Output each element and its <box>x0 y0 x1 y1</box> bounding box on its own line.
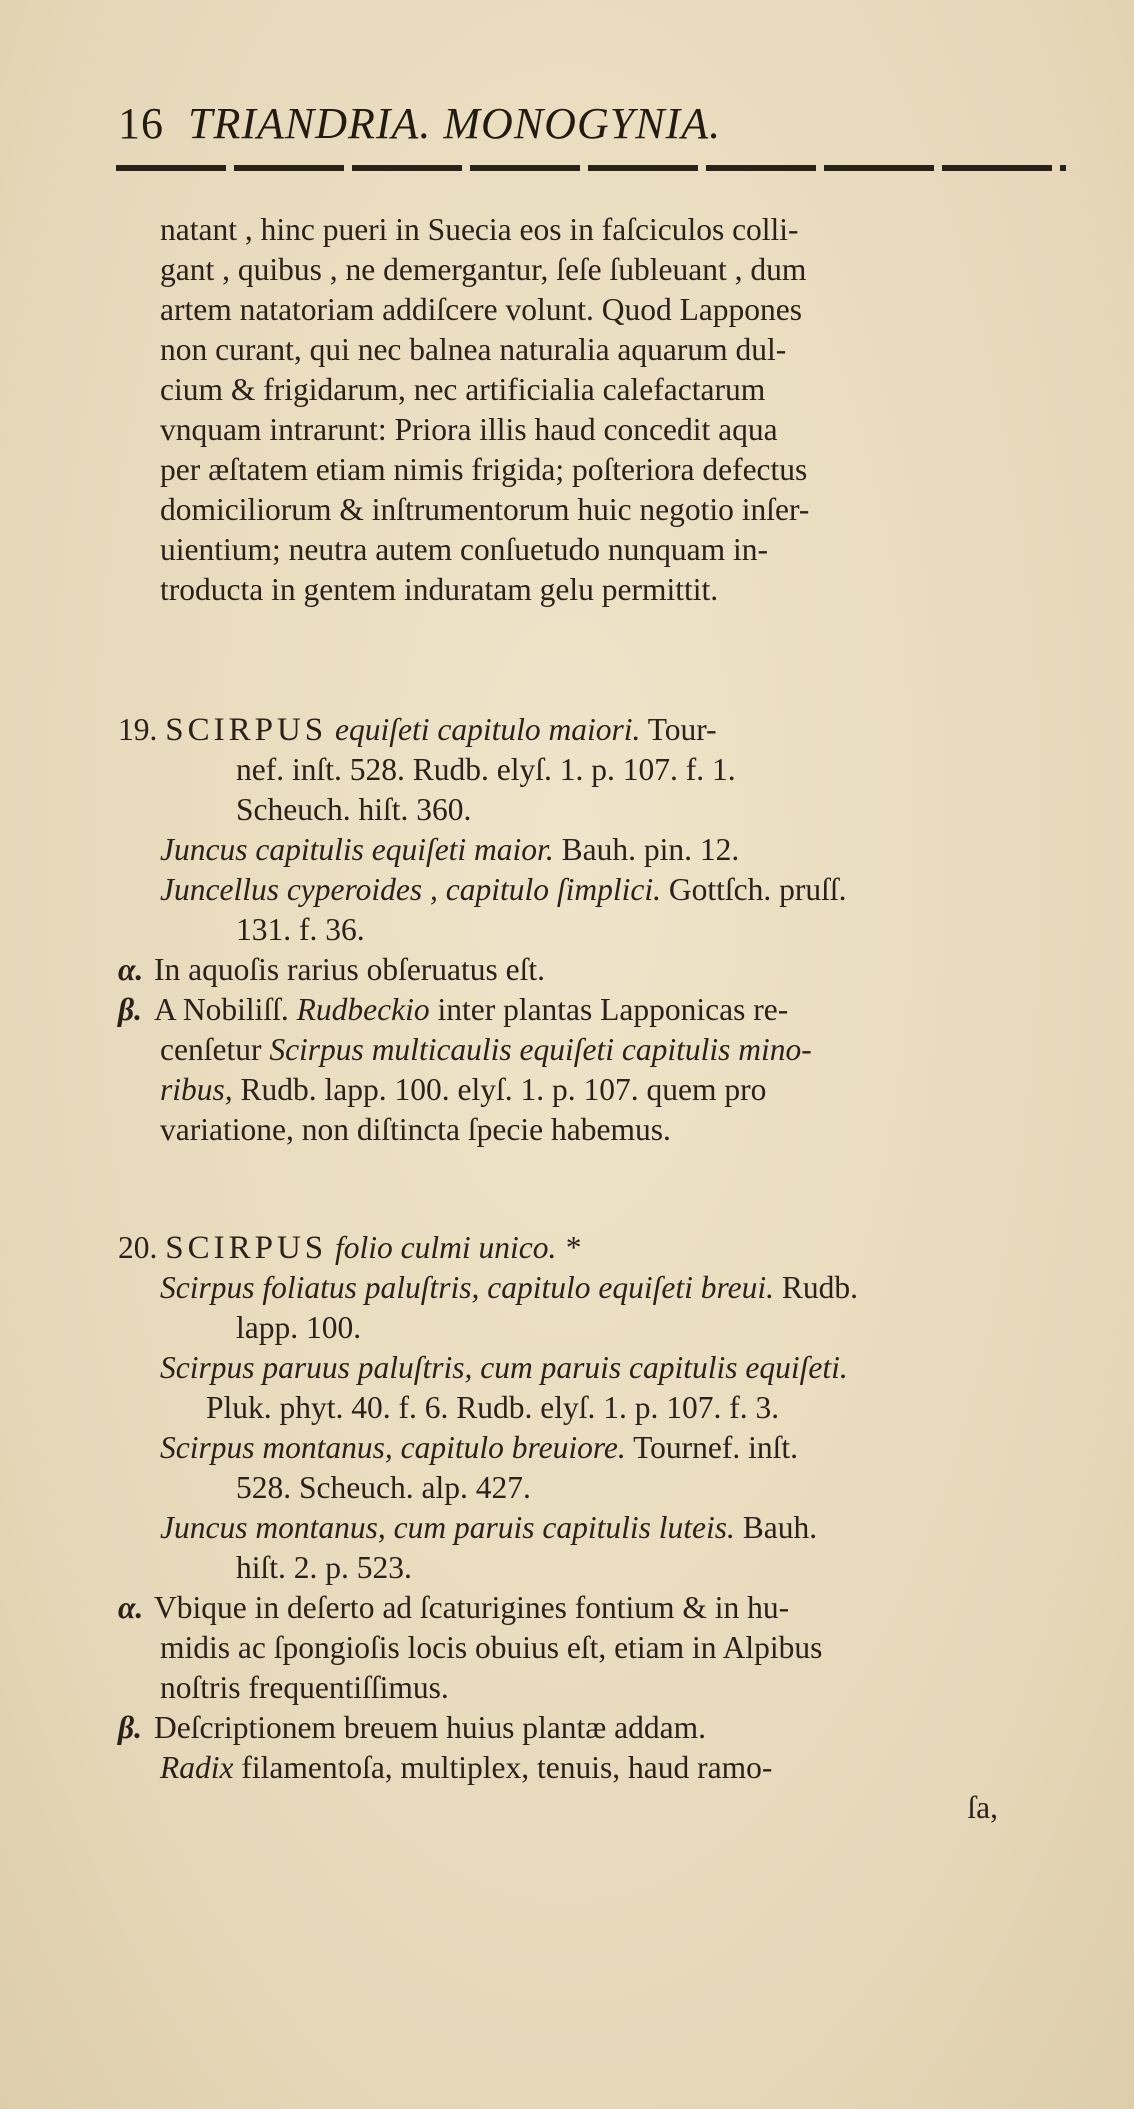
page-number: 16 <box>118 99 164 148</box>
text-line: troducta in gentem induratam gelu permittit. <box>160 572 719 607</box>
note-line <box>118 1030 1078 1070</box>
author-name: Rudbeckio <box>296 992 430 1027</box>
beta-mark: β. <box>118 1710 143 1745</box>
term: Radix <box>160 1750 234 1785</box>
spacer <box>118 1150 1078 1228</box>
note-text: In aquoſis rarius obſeruatus eſt. <box>154 952 546 987</box>
entry-number: 19. <box>118 712 158 747</box>
text-line: natant , hinc pueri in Suecia eos in faſciculos colli- <box>160 212 799 247</box>
running-header <box>118 98 721 149</box>
synonym-name: Juncus montanus, cum paruis capitulis luteis. <box>160 1510 735 1545</box>
synonym-line <box>118 1268 1078 1308</box>
text-line: vnquam intrarunt: Priora illis haud concedit aqua <box>160 412 778 447</box>
beta-mark: β. <box>118 992 143 1027</box>
paragraph-continued <box>118 210 1078 610</box>
synonym-ref: Gottſch. pruſſ. <box>668 872 847 907</box>
genus-name: SCIRPUS <box>165 1230 328 1266</box>
note-line: midis ac ſpongioſis locis obuius eſt, etiam in Alpibus <box>160 1630 823 1665</box>
text-line: artem natatoriam addiſcere volunt. Quod Lappones <box>160 292 803 327</box>
note-alpha <box>118 1588 1078 1628</box>
reference-line: nef. inſt. 528. Rudb. elyſ. 1. p. 107. f. 1. <box>236 752 736 787</box>
reference-line: Scheuch. hiſt. 360. <box>236 792 472 827</box>
note-text: Deſcriptionem breuem huius plantæ addam. <box>154 1710 706 1745</box>
synonym-line <box>118 1348 1078 1388</box>
note-text: cenſetur <box>160 1032 262 1067</box>
text-line: gant , quibus , ne demergantur, ſeſe ſubleuant , dum <box>160 252 807 287</box>
genus-name: SCIRPUS <box>165 712 328 748</box>
synonym-line <box>118 870 1078 910</box>
synonym-ref: Tournef. inſt. <box>633 1430 798 1465</box>
synonym-name: Scirpus foliatus paluſtris, capitulo equiſeti breui. <box>160 1270 774 1305</box>
catchword: ſa, <box>967 1790 998 1825</box>
note-line: variatione, non diſtincta ſpecie habemus. <box>160 1112 671 1147</box>
synonym-name: Scirpus montanus, capitulo breuiore. <box>160 1430 626 1465</box>
diagnosis: folio culmi unico. * <box>335 1230 581 1265</box>
synonym-ref: Bauh. <box>742 1510 818 1545</box>
page-body <box>118 210 1078 1828</box>
alpha-mark: α. <box>118 1590 144 1625</box>
synonym-name: Scirpus multicaulis equiſeti capitulis mino- <box>269 1032 812 1067</box>
note-text: A Nobiliſſ. <box>154 992 289 1027</box>
note-text: Vbique in deſerto ad ſcaturigines fontium & in hu- <box>154 1590 790 1625</box>
synonym-name: ribus, <box>160 1072 233 1107</box>
reference-line: Pluk. phyt. 40. f. 6. Rudb. elyſ. 1. p. 107. f. 3. <box>206 1390 780 1425</box>
entry-heading <box>118 1228 1078 1268</box>
note-text: Rudb. lapp. 100. elyſ. 1. p. 107. quem pro <box>240 1072 767 1107</box>
text-line: cium & frigidarum, nec artificialia calefactarum <box>160 372 766 407</box>
text-line: domiciliorum & inſtrumentorum huic negotio inſer- <box>160 492 810 527</box>
synonym-name: Juncus capitulis equiſeti maior. <box>160 832 554 867</box>
entry-19 <box>118 710 1078 1150</box>
diagnosis: equiſeti capitulo maiori. <box>335 712 641 747</box>
entry-20 <box>118 1228 1078 1828</box>
text-line: non curant, qui nec balnea naturalia aquarum dul- <box>160 332 787 367</box>
reference: Tour- <box>647 712 717 747</box>
reference-line: 528. Scheuch. alp. 427. <box>236 1470 531 1505</box>
alpha-mark: α. <box>118 952 144 987</box>
synonym-name: Scirpus paruus paluſtris, cum paruis capitulis equiſeti. <box>160 1350 848 1385</box>
entry-number: 20. <box>118 1230 158 1265</box>
reference-line: hiſt. 2. p. 523. <box>236 1550 412 1585</box>
reference-line: 131. f. 36. <box>236 912 365 947</box>
note-line <box>118 1070 1078 1110</box>
note-beta <box>118 1708 1078 1748</box>
reference-line: lapp. 100. <box>236 1310 362 1345</box>
note-text: inter plantas Lapponicas re- <box>437 992 789 1027</box>
spacer <box>118 610 1078 710</box>
entry-heading <box>118 710 1078 750</box>
running-title: TRIANDRIA. MONOGYNIA. <box>188 99 722 148</box>
synonym-ref: Bauh. pin. 12. <box>561 832 740 867</box>
synonym-name: Juncellus cyperoides , capitulo ſimplici. <box>160 872 661 907</box>
text-line: uientium; neutra autem conſuetudo nunquam in- <box>160 532 768 567</box>
synonym-line <box>118 830 1078 870</box>
note-line <box>118 1748 1078 1788</box>
note-alpha <box>118 950 1078 990</box>
note-text: filamentoſa, multiplex, tenuis, haud ramo- <box>241 1750 773 1785</box>
text-line: per æſtatem etiam nimis frigida; poſteriora defectus <box>160 452 808 487</box>
synonym-line <box>118 1508 1078 1548</box>
synonym-line <box>118 1428 1078 1468</box>
synonym-ref: Rudb. <box>781 1270 858 1305</box>
note-beta <box>118 990 1078 1030</box>
header-rule <box>116 165 1066 171</box>
note-line: noſtris frequentiſſimus. <box>160 1670 449 1705</box>
